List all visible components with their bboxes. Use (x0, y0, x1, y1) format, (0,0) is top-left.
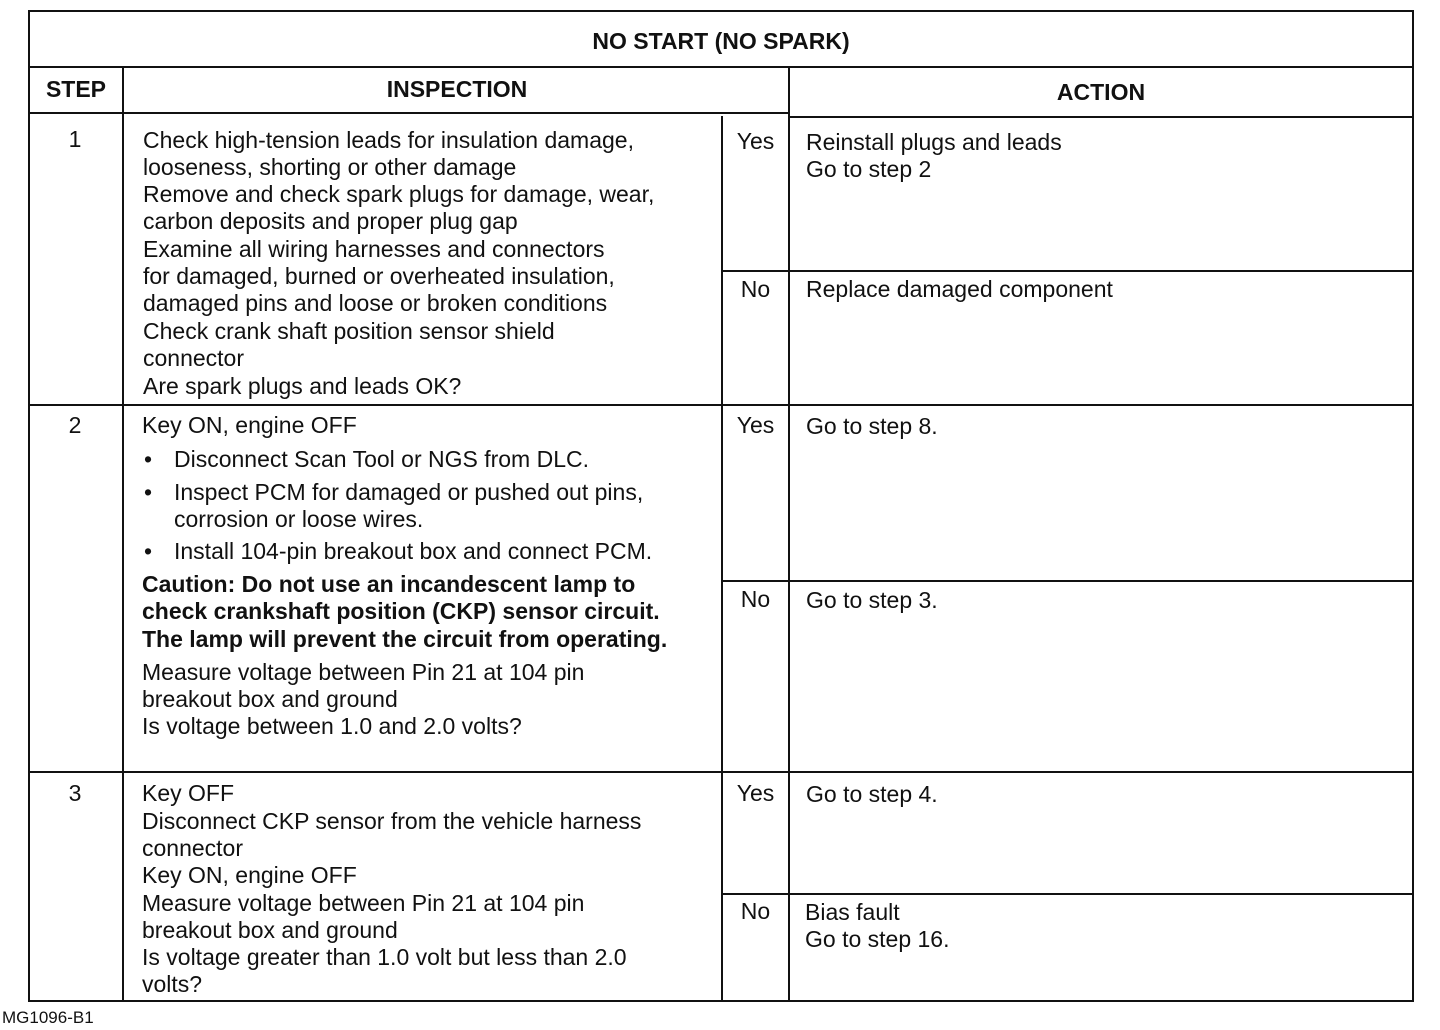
header-action: ACTION (1056, 79, 1146, 105)
title-divider (28, 66, 1414, 68)
inspection-line: connector (143, 345, 245, 371)
bullet-mark: • (144, 479, 153, 505)
bullet-text: Install 104-pin breakout box and connect PCM. (174, 538, 653, 564)
col-divider-action (788, 66, 790, 1000)
no-label: No (740, 276, 771, 302)
col-divider-yesno (721, 116, 723, 1000)
row-divider-1 (28, 404, 1414, 406)
bullet-mark: • (144, 446, 153, 472)
step-number: 2 (68, 412, 82, 438)
inspection-line: Examine all wiring harnesses and connectors (143, 236, 605, 262)
inspection-question: Is voltage greater than 1.0 volt but less than 2.0 (142, 944, 627, 970)
row-divider-2 (28, 771, 1414, 773)
inspection-line: Key ON, engine OFF (142, 862, 357, 888)
yes-action: Reinstall plugs and leads (806, 129, 1062, 155)
inspection-line: Check crank shaft position sensor shield (143, 318, 555, 344)
yes-label: Yes (736, 128, 775, 154)
bullet-text: Disconnect Scan Tool or NGS from DLC. (174, 446, 590, 472)
no-action: Go to step 3. (806, 587, 938, 613)
caution-line: check crankshaft position (CKP) sensor circuit. (142, 598, 660, 624)
header-step: STEP (45, 76, 107, 102)
step-number: 3 (68, 780, 82, 806)
no-label: No (740, 586, 771, 612)
inspection-line: for damaged, burned or overheated insulation, (143, 263, 615, 289)
inspection-line: Check high-tension leads for insulation damage, (143, 127, 634, 153)
inspection-question: volts? (142, 971, 203, 997)
bullet-text: corrosion or loose wires. (174, 506, 424, 532)
caution-line: Caution: Do not use an incandescent lamp to (142, 571, 636, 597)
step-number: 1 (68, 126, 82, 152)
col-divider-step (122, 66, 124, 1000)
table-title: NO START (NO SPARK) (592, 28, 850, 54)
yes-action: Go to step 2 (806, 156, 932, 182)
yes-no-divider-3 (721, 893, 1414, 895)
inspection-line: Remove and check spark plugs for damage, wear, (143, 181, 655, 207)
inspection-line: looseness, shorting or other damage (143, 154, 517, 180)
inspection-intro: Key ON, engine OFF (142, 412, 357, 438)
yes-action: Go to step 4. (806, 781, 938, 807)
bullet-mark: • (144, 538, 153, 564)
caution-line: The lamp will prevent the circuit from operating. (142, 626, 668, 652)
yes-label: Yes (736, 780, 775, 806)
table-border-top (28, 10, 1414, 12)
table-border-right (1412, 10, 1414, 1002)
inspection-line: damaged pins and loose or broken conditions (143, 290, 608, 316)
table-border-left (28, 10, 30, 1002)
inspection-line: Disconnect CKP sensor from the vehicle harness (142, 808, 642, 834)
no-action: Replace damaged component (806, 276, 1113, 302)
inspection-line: breakout box and ground (142, 686, 398, 712)
inspection-line: Measure voltage between Pin 21 at 104 pin (142, 659, 585, 685)
inspection-line: Measure voltage between Pin 21 at 104 pin (142, 890, 585, 916)
inspection-question: Is voltage between 1.0 and 2.0 volts? (142, 713, 522, 739)
header-divider-left (28, 112, 788, 114)
yes-action: Go to step 8. (806, 413, 938, 439)
header-inspection: INSPECTION (386, 76, 528, 102)
header-divider-right (788, 116, 1414, 118)
bullet-text: Inspect PCM for damaged or pushed out pins, (174, 479, 644, 505)
no-action: Bias fault (805, 899, 900, 925)
inspection-question: Are spark plugs and leads OK? (143, 373, 462, 399)
inspection-line: Key OFF (142, 780, 235, 806)
yes-label: Yes (736, 412, 775, 438)
inspection-line: breakout box and ground (142, 917, 398, 943)
table-border-bottom (28, 1000, 1414, 1002)
no-action: Go to step 16. (805, 926, 950, 952)
yes-no-divider-2 (721, 580, 1414, 582)
figure-id: MG1096-B1 (2, 1008, 94, 1027)
inspection-line: connector (142, 835, 244, 861)
no-label: No (740, 898, 771, 924)
inspection-line: carbon deposits and proper plug gap (143, 208, 518, 234)
yes-no-divider-1 (721, 270, 1414, 272)
